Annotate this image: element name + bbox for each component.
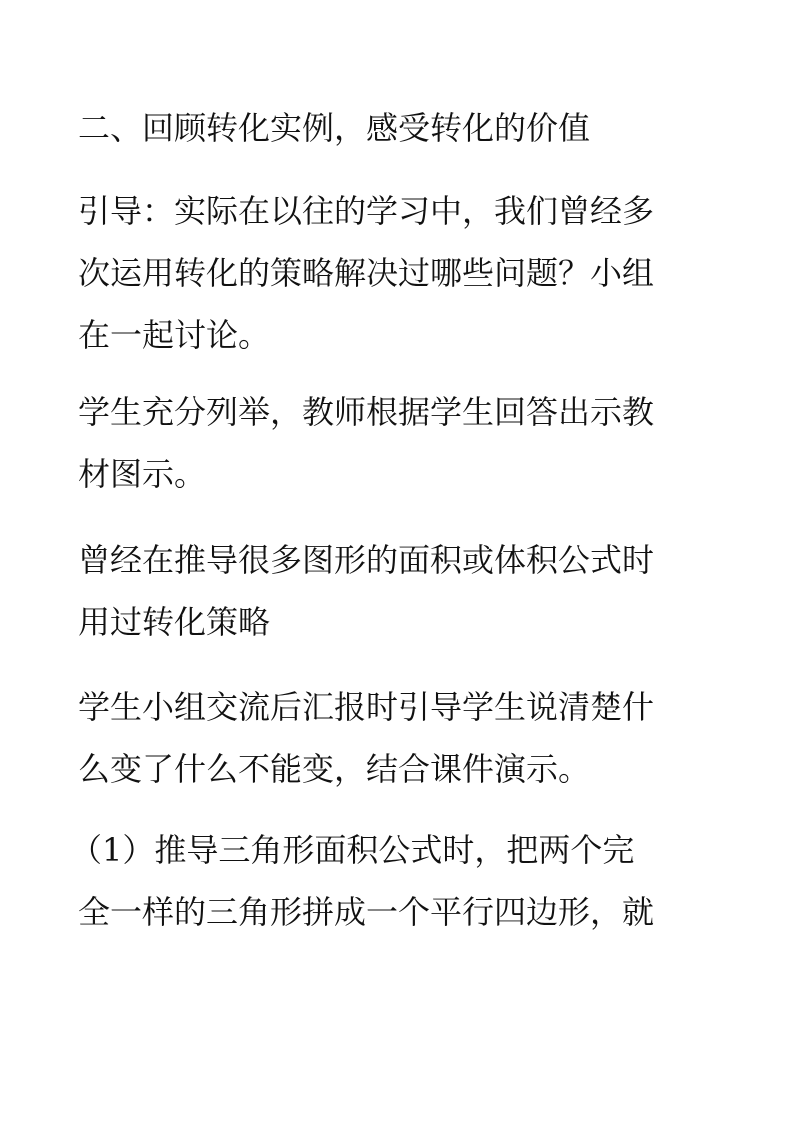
text-line: 么变了什么不能变，结合课件演示。 <box>78 750 591 788</box>
text-line: （1）推导三角形面积公式时，把两个完 <box>70 831 635 869</box>
text-line: 次运用转化的策略解决过哪些问题？小组 <box>78 254 655 292</box>
paragraph-triangle-area <box>70 819 710 943</box>
text-line: 用过转化策略 <box>78 603 271 641</box>
text-line: 曾经在推导很多图形的面积或体积公式时 <box>78 541 655 579</box>
section-heading <box>78 97 718 159</box>
text-line: 学生小组交流后汇报时引导学生说清楚什 <box>78 688 655 726</box>
text-line: 二、回顾转化实例，感受转化的价值 <box>78 109 591 147</box>
text-line: 引导：实际在以往的学习中，我们曾经多 <box>78 192 655 230</box>
text-line: 学生充分列举，教师根据学生回答出示教 <box>78 393 655 431</box>
paragraph-group-report <box>78 676 718 800</box>
paragraph-student-listing <box>78 381 718 505</box>
text-line: 材图示。 <box>78 455 207 493</box>
text-line: 全一样的三角形拼成一个平行四边形，就 <box>78 893 655 931</box>
paragraph-guidance <box>78 180 718 366</box>
paragraph-formula-derivation <box>78 529 718 653</box>
text-line: 在一起讨论。 <box>78 316 271 354</box>
